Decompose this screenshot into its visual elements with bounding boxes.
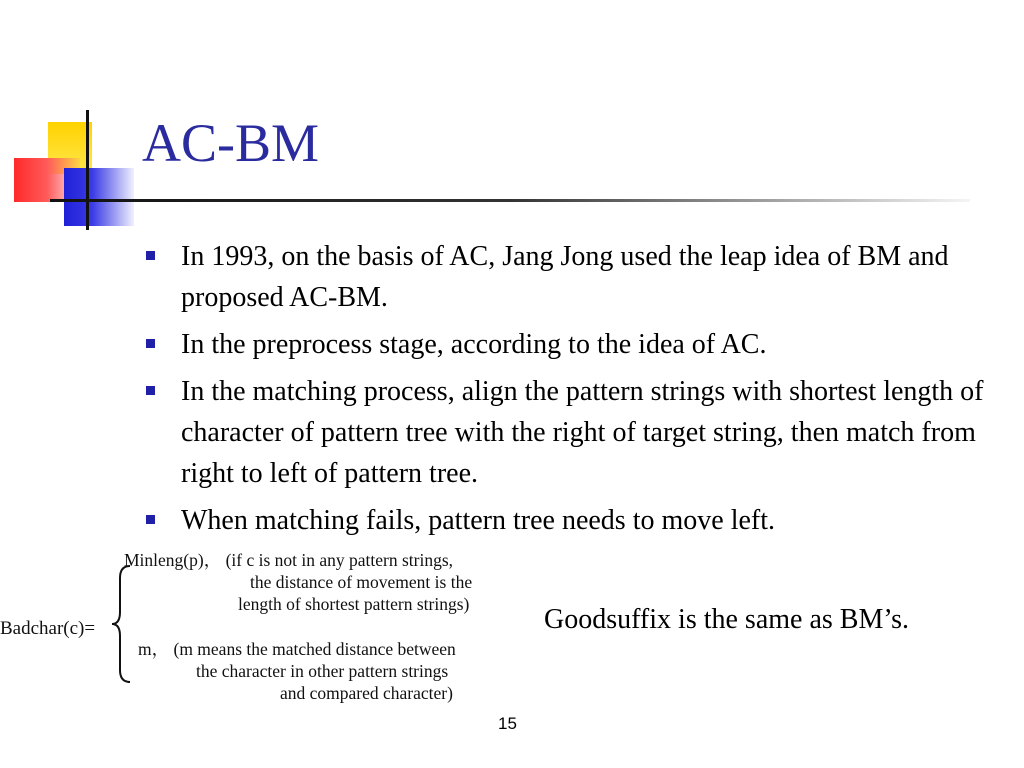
curly-brace-icon — [110, 564, 132, 684]
decoration-vertical-line — [86, 110, 89, 230]
slide-title: AC-BM — [142, 113, 320, 173]
title-underline — [50, 199, 970, 202]
case1-line2: the distance of movement is the — [250, 572, 473, 592]
square-bullet-icon — [146, 386, 155, 395]
bullet-item — [142, 371, 1002, 494]
square-bullet-icon — [146, 515, 155, 524]
bullet-item — [142, 324, 1002, 365]
case1-line3: length of shortest pattern strings) — [238, 594, 470, 614]
title-decoration — [0, 100, 150, 235]
bullet-text: In 1993, on the basis of AC, Jang Jong used the leap idea of BM and proposed AC-BM. — [181, 241, 949, 313]
case2-line2: the character in other pattern strings — [196, 661, 449, 681]
case2-line1: m， (m means the matched distance between — [138, 639, 456, 659]
goodsuffix-note: Goodsuffix is the same as BM’s. — [544, 604, 910, 635]
bullet-text: In the preprocess stage, according to the idea of AC. — [181, 329, 767, 360]
decoration-blue-square — [64, 168, 134, 226]
square-bullet-icon — [146, 251, 155, 260]
bullet-item — [142, 236, 1002, 318]
bullet-list — [142, 236, 1002, 547]
bullet-text: In the matching process, align the pattern strings with shortest length of character of pattern tree with the right of target string, then match from right to left of pattern tree. — [181, 376, 984, 489]
formula-lhs: Badchar(c)= — [0, 618, 96, 639]
badchar-formula — [0, 544, 540, 704]
bullet-item — [142, 500, 1002, 541]
case1-line1: Minleng(p)， (if c is not in any pattern strings, — [124, 550, 454, 570]
square-bullet-icon — [146, 339, 155, 348]
case2-line3: and compared character) — [280, 683, 453, 703]
page-number: 15 — [498, 714, 517, 733]
bullet-text: When matching fails, pattern tree needs to move left. — [181, 505, 776, 536]
